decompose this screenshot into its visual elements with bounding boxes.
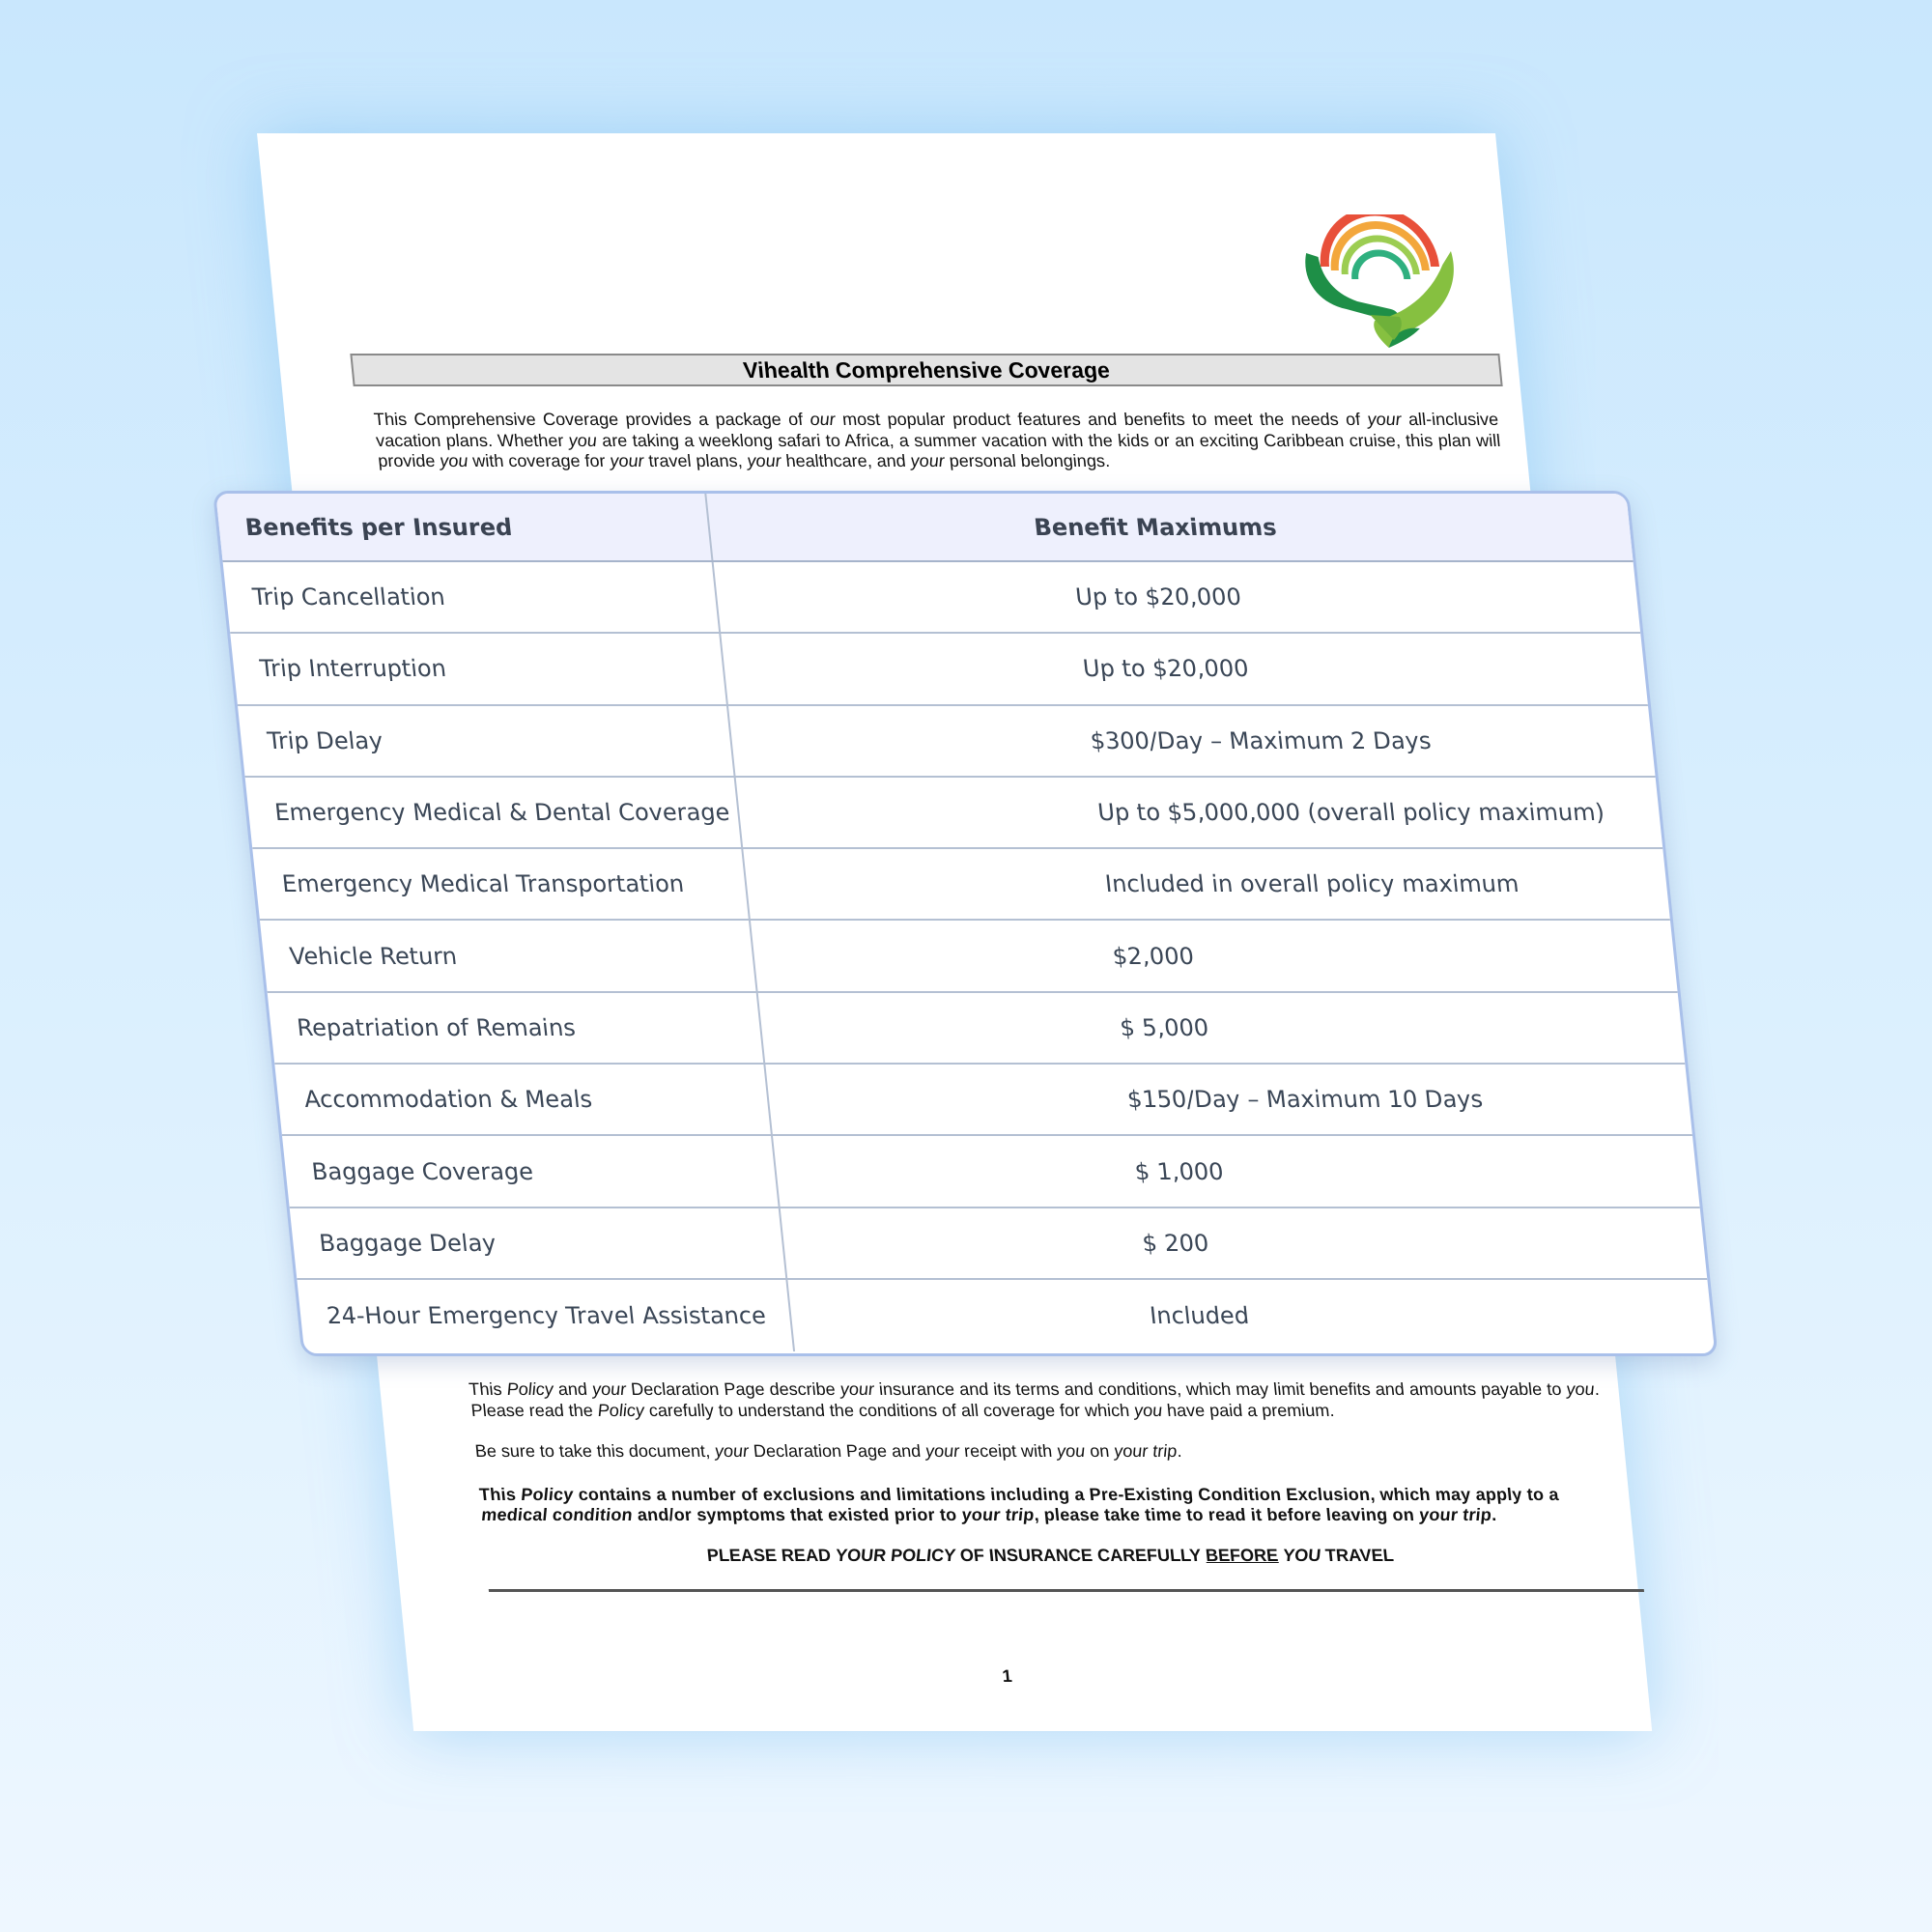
benefit-name: Emergency Medical & Dental Coverage: [245, 778, 743, 847]
benefit-maximum: Up to $5,000,000 (overall policy maximum): [1095, 799, 1606, 827]
table-row: [268, 993, 1686, 1065]
benefit-maximum: $ 1,000: [1133, 1157, 1225, 1185]
benefit-name: Trip Interruption: [230, 634, 727, 703]
benefit-name: Repatriation of Remains: [268, 993, 765, 1063]
benefit-maximum: $ 5,000: [1119, 1013, 1210, 1041]
table-row: [252, 849, 1670, 921]
table-row: [297, 1280, 1715, 1351]
benefit-maximum: $300/Day – Maximum 2 Days: [1089, 726, 1433, 754]
read-policy-notice: PLEASE READ YOUR POLICY OF INSURANCE CAREFULLY BEFORE YOU TRAVEL: [705, 1545, 1395, 1565]
benefit-name: 24-Hour Emergency Travel Assistance: [297, 1280, 795, 1351]
benefit-name: Trip Cancellation: [223, 562, 721, 632]
benefit-maximum: Included: [1148, 1302, 1251, 1330]
benefit-name: Emergency Medical Transportation: [252, 849, 750, 919]
table-row: [260, 921, 1678, 992]
benefit-name: Trip Delay: [238, 706, 735, 776]
table-header-row: [215, 494, 1633, 562]
header-benefits-per-insured: Benefits per Insured: [215, 494, 713, 560]
benefit-maximum: $150/Day – Maximum 10 Days: [1125, 1086, 1485, 1114]
benefit-name: Vehicle Return: [260, 921, 757, 990]
table-row: [238, 706, 1656, 778]
benefit-maximum: $ 200: [1141, 1229, 1210, 1257]
exclusions-notice: This Policy contains a number of exclusions and limitations including a Pre-Existing Condition Exclusion, which may apply to a medical condition and/or symptoms that existed prior to your trip, please take time to read it before leaving on your trip.: [478, 1484, 1560, 1524]
benefit-name: Accommodation & Meals: [274, 1065, 772, 1134]
document-body: [468, 1379, 1619, 1592]
table-row: [290, 1208, 1708, 1280]
benefit-name: Baggage Coverage: [282, 1136, 780, 1206]
benefit-maximum: Up to $20,000: [1081, 655, 1250, 683]
table-row: [230, 634, 1648, 705]
vihealth-logo: [1293, 214, 1470, 350]
benefit-maximum: Up to $20,000: [1073, 583, 1243, 611]
page-number: 1: [1001, 1666, 1013, 1686]
benefit-maximum: $2,000: [1111, 942, 1196, 970]
table-row: [245, 778, 1663, 849]
benefits-table: [213, 491, 1719, 1356]
intro-paragraph: This Comprehensive Coverage provides a package of our most popular product features and benefits to meet the needs of your all-inclusive vacation plans. Whether you are taking a weeklong safari to Africa, a summer vacation with the kids or an exciting Caribbean cruise, this plan will provide you with coverage for your travel plans, your healthcare, and your personal belongings.: [373, 410, 1502, 470]
header-benefit-maximums: Benefit Maximums: [1033, 513, 1278, 541]
table-row: [274, 1065, 1692, 1136]
divider: [489, 1589, 1644, 1592]
table-row: [282, 1136, 1700, 1208]
benefit-name: Baggage Delay: [290, 1208, 787, 1278]
document-title: Vihealth Comprehensive Coverage: [350, 354, 1502, 386]
benefit-maximum: Included in overall policy maximum: [1103, 870, 1520, 898]
policy-disclaimer: This Policy and your Declaration Page describe your insurance and its terms and conditions, which may limit benefits and amounts payable to you. Please read the Policy carefully to understand the conditions of all coverage for which you have paid a premium.: [468, 1379, 1601, 1420]
trip-reminder: Be sure to take this document, your Declaration Page and your receipt with you on your trip.: [473, 1441, 1183, 1461]
table-row: [223, 562, 1641, 634]
